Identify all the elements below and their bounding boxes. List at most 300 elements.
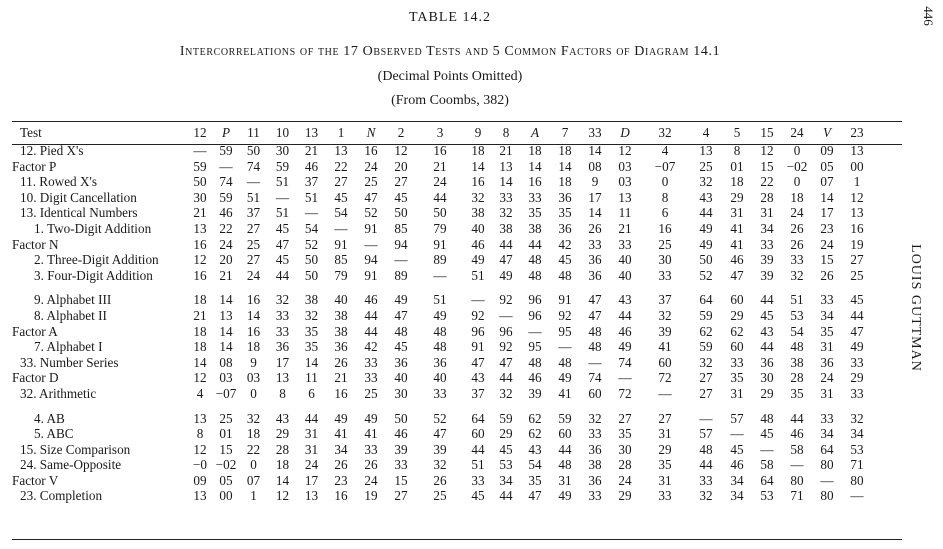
table-cell: 27 [658, 410, 672, 426]
table-cell: 33 [760, 236, 774, 252]
table-cell: 14 [219, 292, 233, 308]
table-cell: 51 [275, 174, 290, 190]
table-row [12, 237, 872, 253]
table-cell: 71 [850, 457, 864, 473]
table-cell: 49 [618, 339, 632, 355]
table-cell: 0 [250, 385, 257, 401]
table-cell: 05 [219, 472, 233, 488]
table-cell: 16 [193, 236, 207, 252]
table-cell: 40 [618, 267, 632, 283]
table-cell: 18 [790, 189, 804, 205]
group-spacer [12, 402, 872, 411]
table-cell: 24 [790, 205, 804, 221]
table-cell: 50 [193, 174, 207, 190]
table-cell: 50 [304, 252, 319, 268]
table-cell: 38 [304, 292, 319, 308]
table-cell: 44 [499, 488, 513, 504]
table-cell: 13 [193, 220, 207, 236]
table-cell: 32 [699, 174, 713, 190]
table-cell: 49 [471, 252, 485, 268]
table-cell: 18 [528, 143, 542, 158]
table-cell: 51 [433, 292, 447, 308]
table-cell: 29 [658, 441, 672, 457]
table-cell: 49 [499, 267, 513, 283]
table-number: TABLE 14.2 [409, 10, 491, 25]
table-cell: 32 [304, 307, 319, 323]
table-cell: 20 [219, 252, 233, 268]
table-cell: 33 [364, 370, 378, 386]
table-cell: 16 [658, 220, 672, 236]
table-cell: 44 [618, 307, 632, 323]
table-cell: 14 [558, 158, 572, 174]
table-cell: 47 [499, 354, 513, 370]
table-cell: 46 [364, 292, 378, 308]
table-cell: 45 [760, 307, 774, 323]
table-cell: 13 [850, 143, 864, 158]
table-cell: 50 [304, 267, 319, 283]
table-cell: 34 [730, 472, 744, 488]
table-cell: 74 [588, 370, 602, 386]
table-cell: 44 [790, 410, 804, 426]
table-cell: 38 [471, 205, 485, 221]
row-label: 23. Completion [20, 488, 103, 504]
table-cell: 62 [699, 323, 713, 339]
table-cell: 34 [820, 307, 834, 323]
table-cell: 8 [661, 189, 669, 205]
table-cell: 27 [394, 488, 408, 504]
table-cell: 0 [793, 174, 801, 190]
table-cell: 23 [820, 220, 834, 236]
table-cell: 47 [394, 307, 408, 323]
table-cell: 60 [588, 385, 602, 401]
table-cell: 38 [790, 354, 804, 370]
table-cell: 26 [820, 267, 834, 283]
table-cell: 03 [618, 174, 632, 190]
table-cell: 47 [499, 252, 513, 268]
table-cell: 34 [850, 426, 864, 442]
table-cell: 45 [499, 441, 513, 457]
table-cell: 33 [528, 189, 542, 205]
table-cell: 26 [588, 220, 602, 236]
table-cell: 4 [661, 143, 669, 158]
table-cell: 31 [558, 472, 572, 488]
table-cell: 36 [588, 441, 602, 457]
table-cell: 49 [394, 292, 408, 308]
table-cell: 14 [246, 307, 261, 323]
table-cell: 80 [850, 472, 864, 488]
table-row [12, 370, 872, 386]
table-cell: 29 [730, 189, 744, 205]
table-cell: 12 [850, 189, 864, 205]
table-cell: 79 [433, 220, 447, 236]
correlation-table [12, 123, 872, 504]
table-cell: — [760, 441, 774, 457]
table-cell: 25 [850, 267, 864, 283]
table-cell: 45 [394, 339, 408, 355]
table-cell: 96 [499, 323, 513, 339]
table-cell: −07 [654, 158, 676, 174]
table-cell: 25 [219, 410, 233, 426]
table-cell: 28 [618, 457, 632, 473]
table-cell: 26 [790, 220, 804, 236]
table-cell: 44 [699, 205, 713, 221]
table-cell: 45 [275, 252, 290, 268]
table-cell: 13 [275, 370, 290, 386]
table-cell: 12 [394, 143, 408, 158]
table-cell: 91 [364, 220, 378, 236]
table-cell: 59 [699, 307, 713, 323]
table-cell: 6 [308, 385, 315, 401]
table-cell: — [304, 205, 319, 221]
table-cell: 41 [364, 426, 378, 442]
table-cell: 85 [334, 252, 348, 268]
table-cell: — [588, 354, 602, 370]
table-cell: 13 [499, 158, 513, 174]
table-cell: −02 [786, 158, 808, 174]
table-cell: 1 [250, 488, 257, 504]
table-cell: 37 [658, 292, 672, 308]
column-header: 23 [850, 125, 864, 140]
table-cell: 44 [364, 323, 378, 339]
table-cell: 12 [193, 252, 207, 268]
table-cell: 49 [699, 220, 713, 236]
table-cell: 13 [334, 143, 348, 158]
table-cell: 21 [219, 267, 233, 283]
table-cell: 57 [699, 426, 713, 442]
table-cell: 32 [850, 410, 864, 426]
table-cell: −0 [192, 457, 208, 473]
table-cell: 14 [219, 339, 233, 355]
table-cell: −02 [215, 457, 237, 473]
table-cell: 36 [275, 339, 290, 355]
table-cell: 13 [618, 189, 632, 205]
table-cell: 18 [558, 174, 572, 190]
table-cell: 25 [433, 488, 447, 504]
table-cell: 62 [528, 410, 542, 426]
table-cell: 16 [334, 385, 348, 401]
table-cell: 46 [394, 426, 408, 442]
row-label: 15. Size Comparison [20, 441, 131, 457]
table-cell: 92 [499, 292, 513, 308]
table-cell: 27 [618, 410, 632, 426]
table-cell: — [193, 143, 207, 158]
table-cell: — [850, 488, 864, 504]
table-cell: 47 [275, 236, 290, 252]
table-cell: — [433, 267, 447, 283]
table-cell: 24 [304, 457, 319, 473]
table-cell: 49 [558, 370, 572, 386]
row-label: 2. Three-Digit Addition [34, 252, 159, 268]
table-cell: −07 [215, 385, 237, 401]
table-cell: 38 [334, 307, 348, 323]
table-cell: 22 [334, 158, 348, 174]
table-cell: 33 [588, 426, 602, 442]
table-cell: 31 [658, 426, 672, 442]
column-header: 5 [733, 125, 741, 140]
table-cell: 33 [658, 267, 672, 283]
table-cell: 44 [364, 307, 378, 323]
table-cell: 48 [433, 323, 447, 339]
table-cell: 32 [471, 189, 485, 205]
column-header: 1 [337, 125, 345, 140]
bottom-rule [12, 539, 902, 540]
table-cell: 42 [558, 236, 572, 252]
table-cell: 17 [588, 189, 602, 205]
table-cell: 13 [699, 143, 713, 158]
table-cell: 46 [618, 323, 632, 339]
table-row [12, 355, 872, 371]
table-cell: 17 [304, 472, 319, 488]
table-cell: 45 [394, 189, 408, 205]
table-cell: 42 [364, 339, 378, 355]
row-label: Factor D [12, 370, 59, 386]
table-cell: 29 [618, 488, 632, 504]
table-cell: 33 [850, 354, 864, 370]
column-header: D [620, 125, 630, 140]
table-cell: 49 [364, 410, 378, 426]
table-cell: 91 [558, 292, 572, 308]
table-cell: 33 [820, 410, 834, 426]
table-cell: 58 [760, 457, 774, 473]
table-cell: 09 [193, 472, 207, 488]
table-row [12, 324, 872, 340]
table-cell: 39 [394, 441, 408, 457]
table-cell: 22 [760, 174, 774, 190]
table-cell: 24 [820, 236, 834, 252]
table-cell: 47 [588, 292, 602, 308]
table-cell: 34 [760, 220, 774, 236]
table-row [12, 268, 872, 284]
table-cell: 64 [820, 441, 834, 457]
table-cell: 24 [433, 174, 447, 190]
table-cell: 29 [499, 426, 513, 442]
table-cell: 46 [528, 370, 542, 386]
table-row [12, 473, 872, 489]
table-cell: 47 [588, 307, 602, 323]
table-cell: 36 [334, 339, 348, 355]
table-cell: 27 [246, 220, 261, 236]
table-cell: 26 [364, 457, 378, 473]
table-cell: 18 [193, 292, 207, 308]
row-label: 10. Digit Cancellation [20, 189, 137, 205]
table-cell: 51 [471, 457, 485, 473]
table-cell: 13 [193, 488, 207, 504]
table-cell: 41 [730, 236, 744, 252]
table-cell: 46 [219, 205, 233, 221]
table-cell: 33 [394, 457, 408, 473]
table-cell: — [618, 370, 632, 386]
table-cell: 72 [658, 370, 672, 386]
table-cell: 45 [558, 252, 572, 268]
table-cell: 52 [433, 410, 447, 426]
table-cell: 92 [558, 307, 572, 323]
table-cell: 33 [618, 236, 632, 252]
table-cell: 21 [193, 307, 207, 323]
table-cell: 48 [588, 323, 602, 339]
table-cell: 45 [334, 189, 348, 205]
table-cell: 16 [433, 143, 447, 158]
table-cell: 32 [699, 488, 713, 504]
table-cell: 33 [275, 323, 290, 339]
row-label: Factor P [12, 158, 57, 174]
table-row [12, 174, 872, 190]
table-cell: 60 [658, 354, 672, 370]
table-cell: 44 [433, 189, 447, 205]
column-header: 13 [304, 125, 319, 140]
table-cell: 36 [558, 220, 572, 236]
table-cell: 32 [588, 410, 602, 426]
table-cell: 07 [246, 472, 261, 488]
table-cell: 35 [790, 385, 804, 401]
table-cell: 59 [699, 339, 713, 355]
table-cell: 44 [471, 441, 485, 457]
table-cell: 64 [699, 292, 713, 308]
table-cell: 43 [699, 189, 713, 205]
table-cell: 14 [193, 354, 207, 370]
table-cell: 35 [618, 426, 632, 442]
table-cell: 44 [499, 370, 513, 386]
table-cell: 19 [364, 488, 378, 504]
table-cell: 15 [394, 472, 408, 488]
column-header: 3 [436, 125, 444, 140]
table-cell: 94 [394, 236, 408, 252]
row-label: Factor V [12, 472, 59, 488]
table-cell: 49 [334, 410, 348, 426]
table-cell: 62 [528, 426, 542, 442]
table-cell: 33 [433, 385, 447, 401]
table-cell: 36 [760, 354, 774, 370]
table-cell: — [471, 292, 485, 308]
table-cell: 43 [760, 323, 774, 339]
table-cell: 14 [304, 354, 319, 370]
table-cell: 18 [471, 143, 485, 158]
table-cell: 14 [588, 143, 602, 158]
table-cell: 54 [790, 323, 804, 339]
table-cell: 6 [661, 205, 669, 221]
table-cell: 91 [471, 339, 485, 355]
table-cell: 24 [364, 158, 378, 174]
table-cell: 95 [558, 323, 572, 339]
table-cell: 92 [499, 339, 513, 355]
table-cell: 19 [850, 236, 864, 252]
table-cell: 18 [558, 143, 572, 158]
table-cell: 48 [558, 457, 572, 473]
table-cell: 14 [820, 189, 834, 205]
table-cell: 49 [850, 339, 864, 355]
table-cell: 25 [246, 236, 261, 252]
table-cell: 52 [364, 205, 378, 221]
table-cell: 51 [275, 205, 290, 221]
table-cell: 32 [246, 410, 261, 426]
table-cell: 38 [528, 220, 542, 236]
table-cell: 32 [790, 267, 804, 283]
table-cell: 96 [471, 323, 485, 339]
table-cell: 33 [790, 252, 804, 268]
table-cell: 08 [219, 354, 233, 370]
table-cell: 52 [699, 267, 713, 283]
table-cell: 48 [558, 267, 572, 283]
column-header-test: Test [20, 125, 42, 140]
table-cell: 8 [196, 426, 204, 442]
table-cell: 35 [528, 205, 542, 221]
table-cell: 72 [618, 385, 632, 401]
table-cell: 20 [394, 158, 408, 174]
table-cell: 12 [618, 143, 632, 158]
table-cell: 52 [304, 236, 319, 252]
table-cell: 59 [558, 410, 572, 426]
table-cell: 96 [528, 292, 542, 308]
table-cell: 34 [499, 472, 513, 488]
table-row [12, 457, 872, 473]
table-cell: 37 [471, 385, 485, 401]
table-row [12, 411, 872, 427]
table-cell: 34 [730, 488, 744, 504]
table-cell: 44 [304, 410, 319, 426]
table-cell: 31 [730, 205, 744, 221]
table-cell: 34 [820, 426, 834, 442]
table-cell: 16 [246, 323, 261, 339]
table-cell: 62 [730, 323, 744, 339]
table-cell: 12 [193, 370, 207, 386]
table-cell: 85 [394, 220, 408, 236]
table-cell: 36 [394, 354, 408, 370]
table-cell: 54 [334, 205, 348, 221]
table-row [12, 292, 872, 308]
table-cell: 48 [394, 323, 408, 339]
table-cell: 60 [730, 292, 744, 308]
table-cell: 44 [275, 267, 290, 283]
table-cell: 27 [850, 252, 864, 268]
table-cell: 36 [588, 252, 602, 268]
table-cell: 40 [471, 220, 485, 236]
table-cell: 45 [730, 441, 744, 457]
table-cell: 22 [219, 220, 233, 236]
table-cell: 45 [850, 292, 864, 308]
column-header: 15 [760, 125, 774, 140]
table-cell: 8 [733, 143, 741, 158]
table-cell: 0 [793, 143, 801, 158]
table-cell: 53 [499, 457, 513, 473]
table-cell: 41 [334, 426, 348, 442]
table-cell: 32 [499, 385, 513, 401]
table-cell: 91 [433, 236, 447, 252]
table-cell: 18 [246, 339, 261, 355]
table-cell: 21 [499, 143, 513, 158]
table-cell: 33 [850, 385, 864, 401]
table-cell: 03 [246, 370, 261, 386]
table-cell: 38 [499, 220, 513, 236]
column-header: V [822, 125, 832, 140]
table-cell: 91 [334, 236, 348, 252]
table-cell: 16 [850, 220, 864, 236]
table-cell: 27 [334, 174, 348, 190]
row-label: 24. Same-Opposite [20, 457, 122, 473]
table-cell: 14 [471, 158, 485, 174]
table-cell: 80 [820, 457, 834, 473]
table-cell: 45 [471, 488, 485, 504]
table-cell: 45 [275, 220, 290, 236]
table-cell: 21 [618, 220, 632, 236]
table-cell: 14 [219, 323, 233, 339]
row-label: 12. Pied X's [20, 143, 84, 158]
table-row [12, 386, 872, 402]
table-cell: 54 [528, 457, 542, 473]
table-cell: 47 [471, 354, 485, 370]
table-cell: 31 [304, 441, 319, 457]
group-spacer [12, 283, 872, 292]
table-cell: 31 [730, 385, 744, 401]
table-cell: 31 [760, 205, 774, 221]
